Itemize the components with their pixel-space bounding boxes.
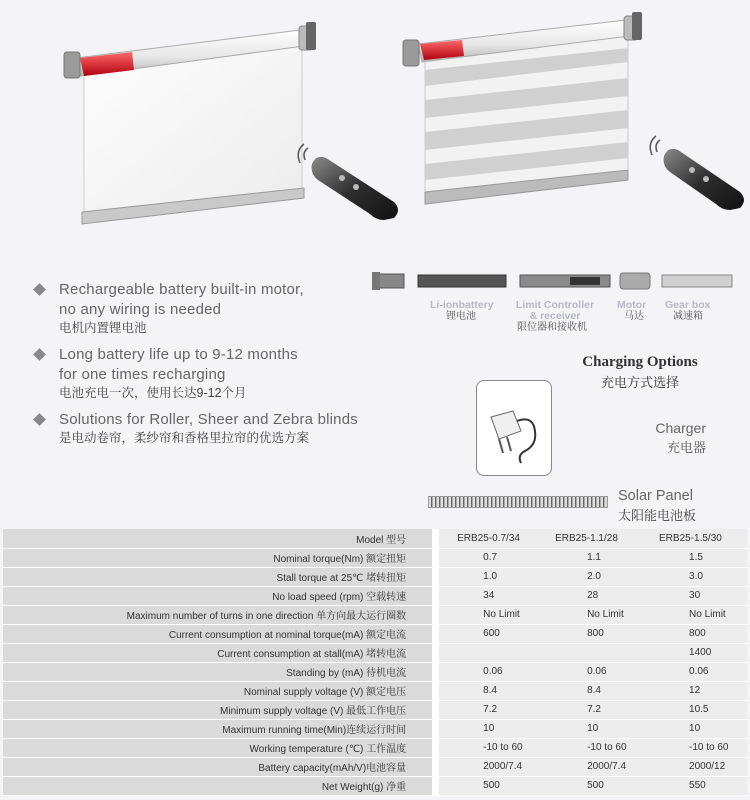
table-header-row [3, 529, 747, 548]
spec-value: 800 [543, 624, 647, 643]
model-name: ERB25-1.5/30 [647, 529, 747, 548]
spec-label: Standing by (mA) 待机电流 [3, 662, 432, 681]
spec-value: 12 [647, 681, 747, 700]
table-row [3, 738, 747, 757]
zebra-blind-image [403, 12, 642, 204]
feature-text-en: Long battery life up to 9-12 months for one times recharging [59, 346, 298, 383]
table-row [3, 567, 747, 586]
spec-value: 0.06 [647, 662, 747, 681]
part-label-en: Gear box [665, 299, 711, 311]
spec-value: 0.06 [543, 662, 647, 681]
spec-label: Current consumption at stall(mA) 堵转电流 [3, 643, 432, 662]
spec-table [3, 529, 747, 796]
spec-value: 0.7 [439, 548, 543, 567]
spec-label: Working temperature (℃) 工作温度 [3, 738, 432, 757]
feature-item [32, 345, 392, 402]
spec-value: 7.2 [439, 700, 543, 719]
feature-text-zh: 是电动卷帘，柔纱帘和香格里拉帘的优选方案 [59, 431, 310, 445]
feature-text-en: Solutions for Roller, Sheer and Zebra blinds [59, 411, 358, 428]
charger-image [476, 380, 552, 476]
charging-title-en: Charging Options [582, 354, 698, 370]
spec-value: 2000/7.4 [439, 757, 543, 776]
part-label-en: Limit Controller & receiver [515, 299, 595, 322]
charging-title-zh: 充电方式选择 [600, 375, 679, 390]
spec-label: Nominal supply voltage (V) 额定电压 [3, 681, 432, 700]
spec-value: -10 to 60 [543, 738, 647, 757]
charger-label-en: Charger [655, 420, 706, 436]
spec-value: -10 to 60 [647, 738, 747, 757]
table-row [3, 586, 747, 605]
spec-value: 500 [439, 776, 543, 795]
spec-label: Maximum running time(Min)连续运行时间 [3, 719, 432, 738]
diamond-bullet-icon [33, 283, 46, 296]
table-header-label: Model 型号 [3, 529, 432, 548]
spec-value: 550 [647, 776, 747, 795]
spec-label: Battery capacity(mAh/V)电池容量 [3, 757, 432, 776]
charger-label-zh: 充电器 [666, 440, 706, 455]
table-row [3, 776, 747, 795]
model-name: ERB25-0.7/34 [439, 529, 543, 548]
feature-text-zh: 电机内置锂电池 [59, 321, 147, 335]
spec-value: 600 [439, 624, 543, 643]
part-label-en: Motor [617, 299, 647, 311]
feature-item [32, 280, 392, 337]
diamond-bullet-icon [33, 348, 46, 361]
table-row [3, 757, 747, 776]
part-label-zh: 锂电池 [446, 311, 476, 322]
table-row [3, 643, 747, 662]
spec-value: 500 [543, 776, 647, 795]
feature-text-en: Rechargeable battery built-in motor, no any wiring is needed [59, 281, 304, 318]
spec-value: 10.5 [647, 700, 747, 719]
spec-value [543, 643, 647, 662]
remote-control-image-2 [650, 136, 744, 210]
spec-value: 34 [439, 586, 543, 605]
diamond-bullet-icon [33, 413, 46, 426]
spec-value: 0.06 [439, 662, 543, 681]
product-illustration [0, 0, 750, 262]
spec-label: Minimum supply voltage (V) 最低工作电压 [3, 700, 432, 719]
charger-label [640, 420, 706, 456]
table-row [3, 662, 747, 681]
spec-value: 10 [647, 719, 747, 738]
charger-icon [477, 381, 553, 477]
table-row [3, 605, 747, 624]
spec-value [439, 643, 543, 662]
motor-parts [370, 268, 730, 338]
roller-blind-image [64, 22, 316, 224]
feature-list [32, 280, 392, 455]
spec-value: 10 [543, 719, 647, 738]
feature-item [32, 410, 392, 447]
table-row [3, 719, 747, 738]
spec-value: No Limit [543, 605, 647, 624]
part-label-zh: 限位器和接收机 [517, 322, 587, 333]
spec-value: 1.0 [439, 567, 543, 586]
solar-label-zh: 太阳能电池板 [618, 508, 697, 523]
part-label-zh: 减速箱 [673, 311, 703, 322]
spec-value: -10 to 60 [439, 738, 543, 757]
spec-value: 3.0 [647, 567, 747, 586]
charging-options-title [570, 354, 710, 391]
spec-value: 8.4 [439, 681, 543, 700]
model-name: ERB25-1.1/28 [543, 529, 647, 548]
solar-label-en: Solar Panel [618, 488, 693, 504]
spec-value: 7.2 [543, 700, 647, 719]
remote-control-image [298, 144, 398, 220]
table-row [3, 624, 747, 643]
table-row [3, 681, 747, 700]
spec-value: No Limit [439, 605, 543, 624]
spec-value: 2000/12 [647, 757, 747, 776]
spec-value: 1400 [647, 643, 747, 662]
motor-parts-image [370, 268, 740, 298]
spec-label: Maximum number of turns in one direction 单方向最大运行圈数 [3, 605, 432, 624]
spec-value: 8.4 [543, 681, 647, 700]
part-label-en: Li-ionbattery [430, 299, 494, 311]
part-label-zh: 马达 [624, 311, 644, 322]
table-row [3, 548, 747, 567]
spec-value: 2.0 [543, 567, 647, 586]
spec-value: 1.5 [647, 548, 747, 567]
spec-value: 1.1 [543, 548, 647, 567]
spec-value: 28 [543, 586, 647, 605]
spec-value: 10 [439, 719, 543, 738]
spec-label: Stall torque at 25℃ 堵转扭矩 [3, 567, 432, 586]
spec-label: Current consumption at nominal torque(mA) 额定电流 [3, 624, 432, 643]
solar-panel-label [618, 488, 696, 524]
spec-value: 800 [647, 624, 747, 643]
spec-label: Nominal torque(Nm) 额定扭矩 [3, 548, 432, 567]
solar-panel-image [428, 496, 608, 508]
spec-label: No load speed (rpm) 空载转速 [3, 586, 432, 605]
spec-value: No Limit [647, 605, 747, 624]
feature-text-zh: 电池充电一次，使用长达9-12个月 [59, 386, 247, 400]
spec-value: 2000/7.4 [543, 757, 647, 776]
spec-value: 30 [647, 586, 747, 605]
spec-label: Net Weight(g) 净重 [3, 776, 432, 795]
table-row [3, 700, 747, 719]
